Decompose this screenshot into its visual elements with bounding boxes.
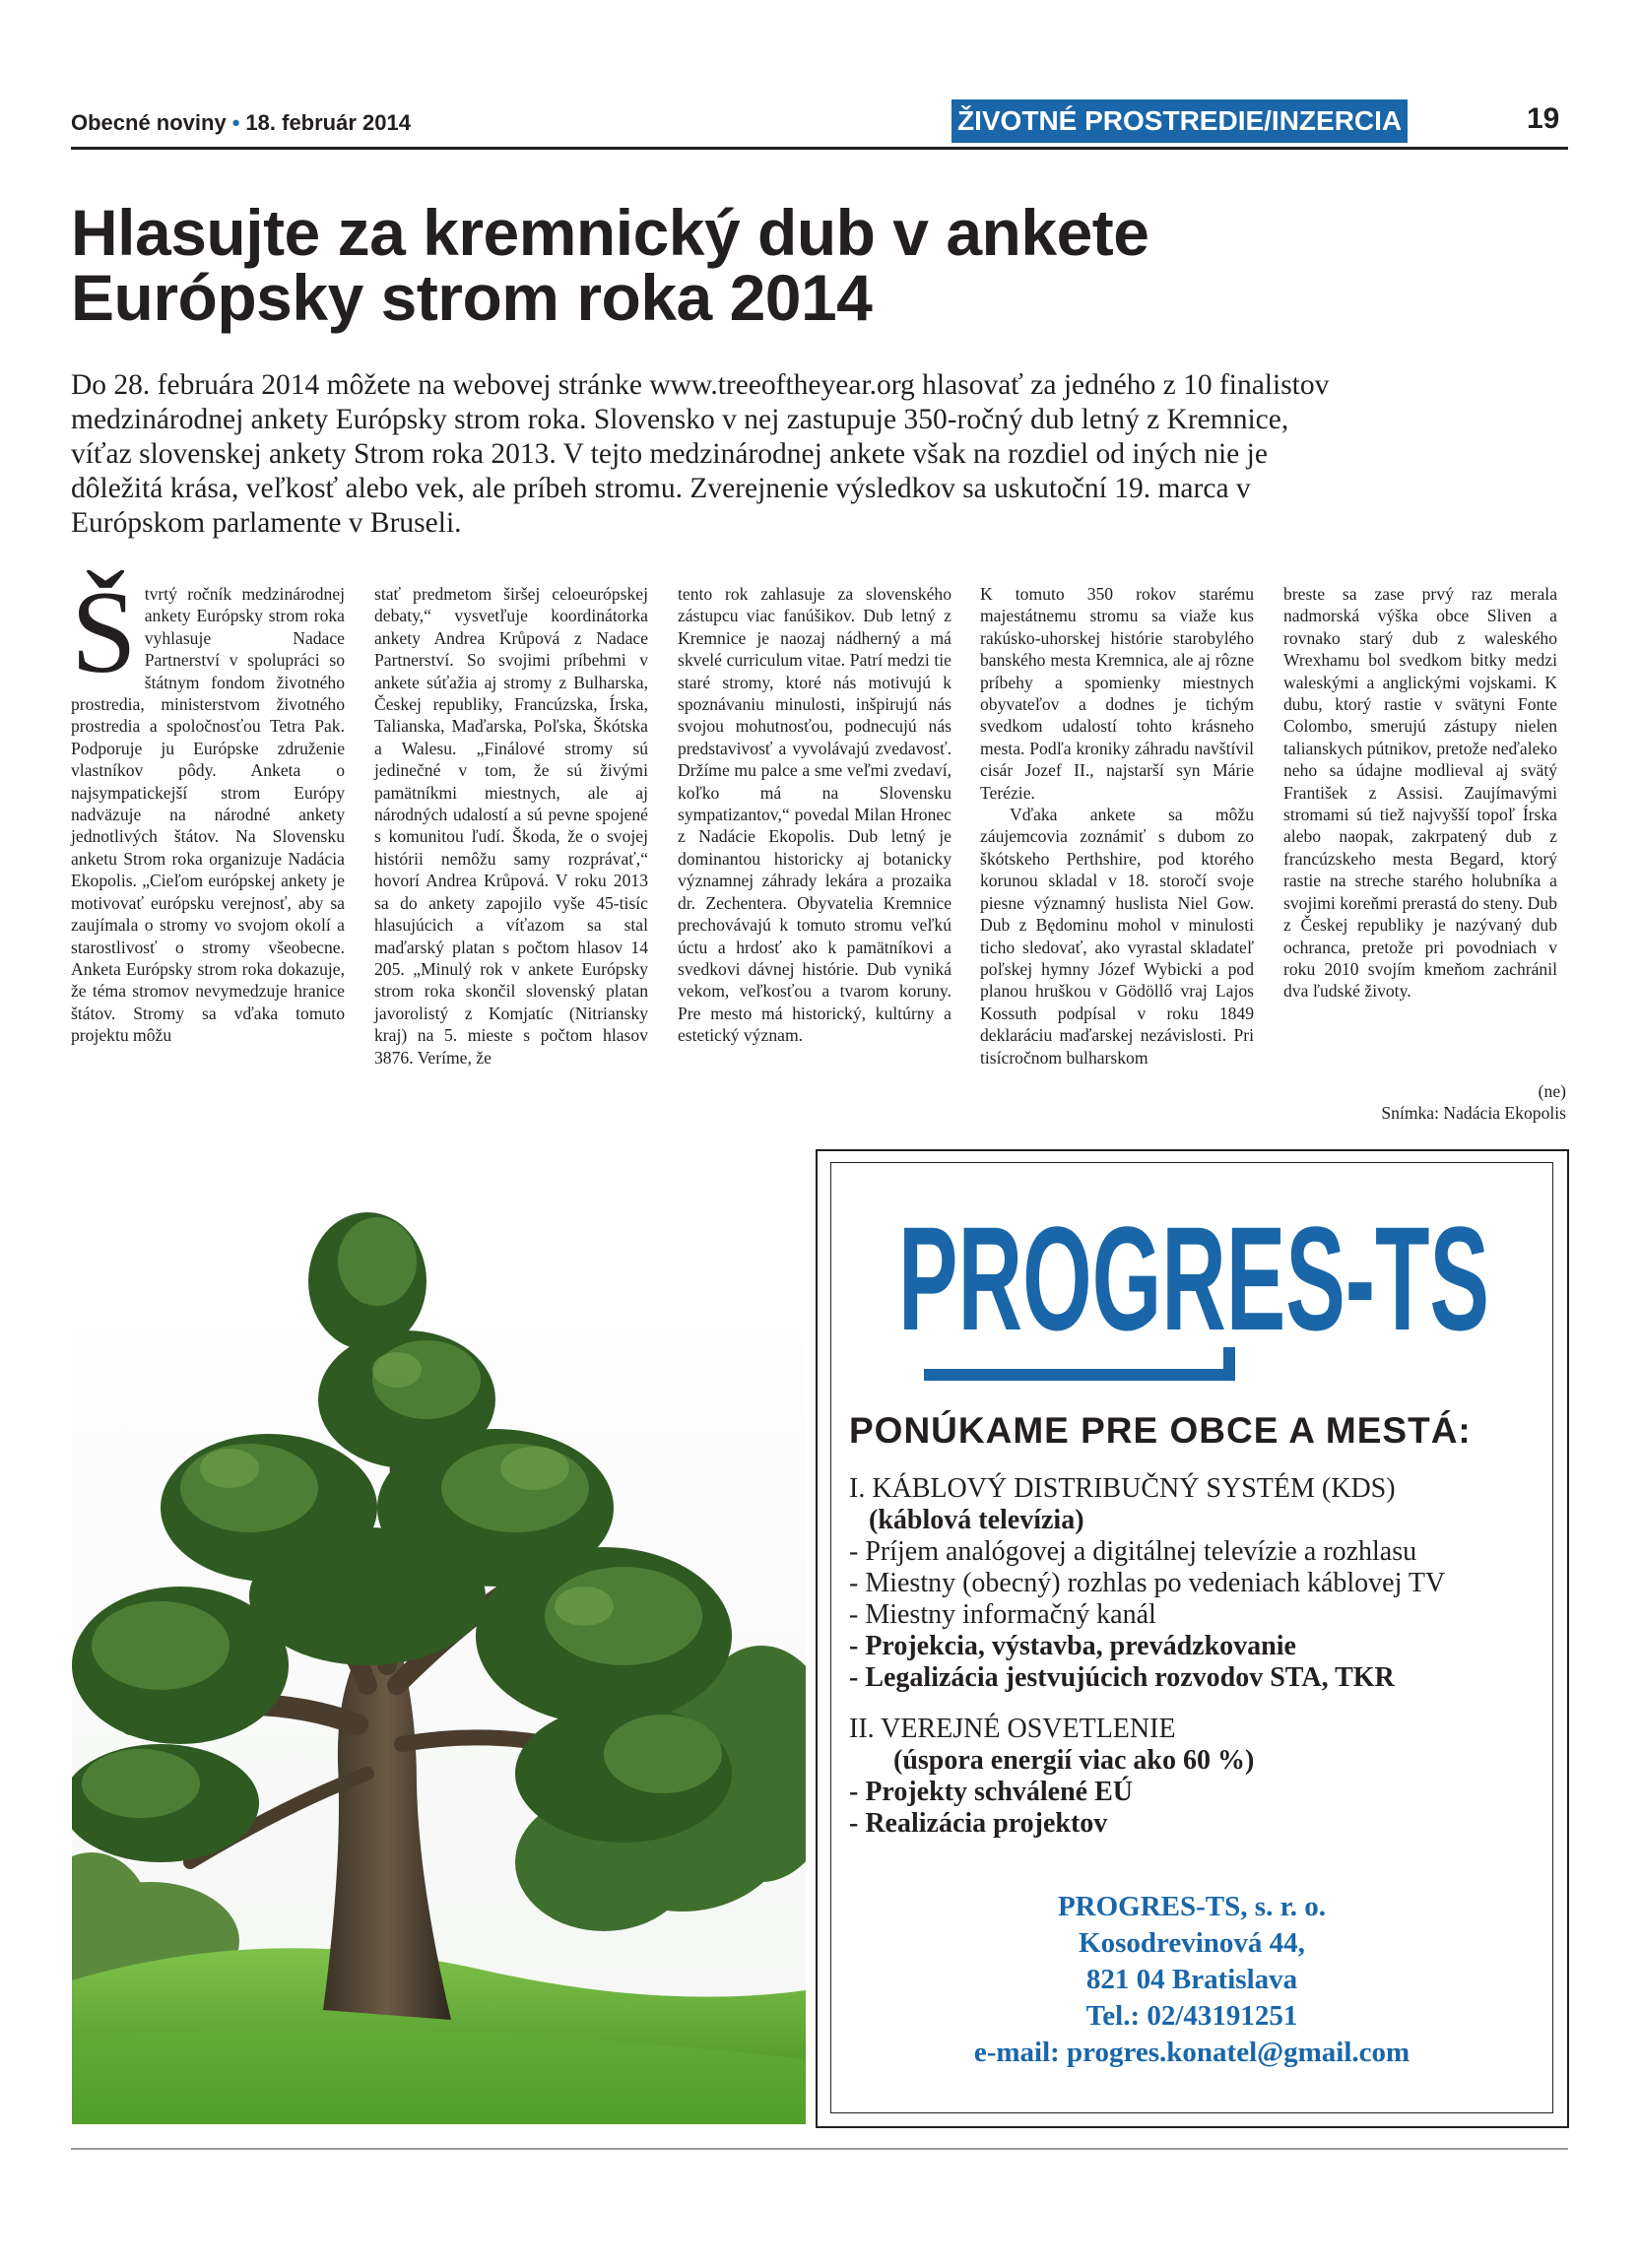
company-name: PROGRES-TS, s. r. o. xyxy=(1057,1891,1327,1922)
column-text: tento rok zahlasuje za slovenského zástupcu viac fanúšikov. Dub letný z Kremnice je naozaj nádherný a má skvelé curriculum vitae. Patrí medzi tie staré stromy, ktoré nás motivujú k spoznávaniu minulosti, inšpirujú nás svojou mohutnosťou, podnecujú nás predstavivosť a vyvolávajú zvedavosť. Držíme mu palce a sme veľmi zvedaví, koľko má na Slovensku sympatizantov,“ povedal Milan Hronec z Nadácie Ekopolis. Dub letný je dominantou historicky aj botanicky významnej záhrady lekára a prozaika dr. Zechentera. Obyvatelia Kremnice prechovávajú k tomuto stromu veľkú úctu a hrdosť ako k pamätníkovi a svedkovi dávnej histórie. Dub vyniká vekom, veľkosťou a tvarom koruny. Pre mesto má historický, kultúrny a estetický význam. xyxy=(678,584,951,1046)
headline-line: Hlasujte za kremnický dub v ankete xyxy=(71,196,1149,269)
page-number: 19 xyxy=(1527,102,1560,135)
lead-line: medzinárodnej ankety Európsky strom roka. Slovensko v nej zastupuje 350-ročný dub letný z Kremnice, xyxy=(71,404,1289,435)
article-column-2 xyxy=(374,583,648,1069)
header-rule xyxy=(71,147,1568,150)
phone-number: Tel.: 02/43191251 xyxy=(1085,2000,1298,2032)
service-item: - Projekcia, výstavba, prevádzkovanie xyxy=(849,1631,1296,1661)
service-item: - Miestny (obecný) rozhlas po vedeniach káblovej TV xyxy=(849,1568,1446,1598)
photo-credit: Snímka: Nadácia Ekopolis xyxy=(1381,1103,1566,1124)
column-text: stať predmetom širšej celoeurópskej debaty,“ vysvetľuje koordinátorka ankety Andrea Krůpová z Nadace Partnerství. So svojimi príbehmi v ankete súťažia aj stromy z Bulharska, Českej republiky, Francúzska, Írska, Talianska, Maďarska, Poľska, Škótska a Walesu. „Finálové stromy sú jedinečné v tom, že sú živými pamätníkmi miestnych, ale aj národných udalostí a sú pevne spojené s komunitou ľudí. Škoda, že o svojej histórii nemôžu samy rozprávať,“ hovorí Andrea Krůpová. V roku 2013 sa do ankety zapojilo vyše 45-tisíc hlasujúcich a víťazom sa stal maďarský platan s počtom hlasov 14 205. „Minulý rok v ankete Európsky strom roka skončil slovenský platan javorolistý z Komjatíc (Nitriansky kraj) na 5. mieste s počtom hlasov 3876. Veríme, že xyxy=(374,584,648,1068)
lead-line: dôležitá krása, veľkosť alebo vek, ale príbeh stromu. Zverejnenie výsledkov sa uskutoční 19. marca v xyxy=(71,473,1251,504)
oak-tree-photo xyxy=(72,1173,806,2124)
lead-paragraph xyxy=(71,368,1593,541)
spacer xyxy=(849,1694,1539,1714)
article-column-1 xyxy=(71,566,345,1047)
ad-heading: PONÚKAME PRE OBCE A MESTÁ: xyxy=(849,1410,1472,1451)
headline-line: Európsky strom roka 2014 xyxy=(71,261,873,334)
headline xyxy=(71,196,1607,334)
article-column-4 xyxy=(980,583,1254,1069)
column-text: K tomuto 350 rokov starému majestátnemu stromu sa viaže kus rakúsko-uhorskej histórie starobylého banského mesta Kremnica, ale aj rôzne príbehy a spomienky miestnych obyvateľov a dodnes je tichým svedkom udalostí tohto krásneho mesta. Podľa kroniky záhradu navštívil cisár Jozef II., najstarší syn Márie Terézie. xyxy=(980,584,1254,803)
service-item: - Projekty schválené EÚ xyxy=(849,1777,1133,1807)
progres-ts-logo xyxy=(885,1182,1503,1389)
street-address: Kosodrevinová 44, xyxy=(1079,1927,1305,1959)
article-credits xyxy=(1261,1080,1566,1125)
column-text: breste sa zase prvý raz merala nadmorská výška obce Sliven a rovnako starý dub z waleského Wrexhamu bol svedkom bitky medzi waleskými a anglickými vojskami. K dubu, ktorý rastie v svätyni Fonte Colombo, smerujú zástupy nielen talianskych pútnikov, pretože neďaleko neho sa údajne modlieval aj svätý František z Assisi. Zaujímavými stromami sú tiež najvyšší topoľ Írska alebo naopak, zakrpatený dub z francúzskeho mesta Begard, ktorý rastie na streche starého holubníka a svojimi koreňmi prerastá do steny. Dub z Českej republiky je nazývaný dub ochranca, pretože pri povodniach v roku 2010 svojím kmeňom zachránil dva ľudské životy. xyxy=(1283,584,1557,1002)
lead-line: Do 28. februára 2014 môžete na webovej stránke www.treeoftheyear.org hlasovať za jedného z 10 finalistov xyxy=(71,369,1330,401)
service-item: - Miestny informačný kanál xyxy=(849,1599,1156,1630)
ad-contact-block xyxy=(830,1889,1553,2071)
section-label: ŽIVOTNÉ PROSTREDIE/INZERCIA xyxy=(951,99,1408,143)
service-item: - Legalizácia jestvujúcich rozvodov STA, TKR xyxy=(849,1662,1395,1693)
footer-rule xyxy=(71,2148,1568,2150)
article-column-5 xyxy=(1283,583,1557,1003)
service-item: - Príjem analógovej a digitálnej televízie a rozhlasu xyxy=(849,1536,1417,1567)
column-text: Vďaka ankete sa môžu záujemcovia zoznámiť s dubom zo škótskeho Perthshire, pod ktorého korunou skladal v 18. storočí svoje piesne významný huslista Niel Gow. Dub z Będominu mohol v minulosti ticho sledovať, ako vyrastal skladateľ poľskej hymny Józef Wybicki a pod planou hruškou v Gödöllő vraj Lajos Kossuth podpísal v roku 1849 deklaráciu maďarskej nezávislosti. Pri tisícročnom bulharskom xyxy=(980,805,1254,1068)
lead-line: Európskom parlamente v Bruseli. xyxy=(71,507,462,539)
service-section-subtitle: (úspora energií viac ako 60 %) xyxy=(893,1745,1255,1776)
city-address: 821 04 Bratislava xyxy=(1085,1964,1298,1995)
service-section-title: II. VEREJNÉ OSVETLENIE xyxy=(849,1714,1176,1744)
separator-dot: • xyxy=(231,110,240,135)
email-address: e-mail: progres.konatel@gmail.com xyxy=(973,2037,1410,2068)
publication-name: Obecné noviny xyxy=(71,110,227,135)
issue-date: 18. február 2014 xyxy=(245,110,411,135)
drop-cap: Š xyxy=(71,566,137,697)
service-section-subtitle: (káblová televízia) xyxy=(869,1505,1084,1535)
column-text: tvrtý ročník medzinárodnej ankety Európsky strom roka vyhlasuje Nadace Partnerství v spolupráci so štátnym fondom životného prostredia, ministerstvom životného prostredia a spoločnosťou Tetra Pak. Podporuje ju Európske združenie vlastníkov pôdy. Anketa o najsympatickejší strom Európy nadväzuje na národné ankety jednotlivých štátov. Na Slovensku anketu Strom roka organizuje Nadácia Ekopolis. „Cieľom európskej ankety je motivovať európsku verejnosť, aby sa zaujímala o stromy vo svojom okolí a starostlivosť o stromy všeobecne. Anketa Európsky strom roka dokazuje, že téma stromov nevymedzuje hranice štátov. Stromy sa vďaka tomuto projektu môžu xyxy=(71,584,345,1046)
logo-text: PROGRES-TS xyxy=(898,1196,1489,1361)
author-signature: (ne) xyxy=(1538,1081,1566,1101)
article-column-3 xyxy=(678,583,951,1047)
service-section-title: I. KÁBLOVÝ DISTRIBUČNÝ SYSTÉM (KDS) xyxy=(849,1473,1396,1504)
service-item: - Realizácia projektov xyxy=(849,1808,1108,1839)
lead-line: víťaz slovenskej ankety Strom roka 2013. V tejto medzinárodnej ankete však na rozdiel od iných nie je xyxy=(71,438,1268,470)
ad-service-list xyxy=(849,1473,1539,1840)
masthead xyxy=(71,110,411,136)
